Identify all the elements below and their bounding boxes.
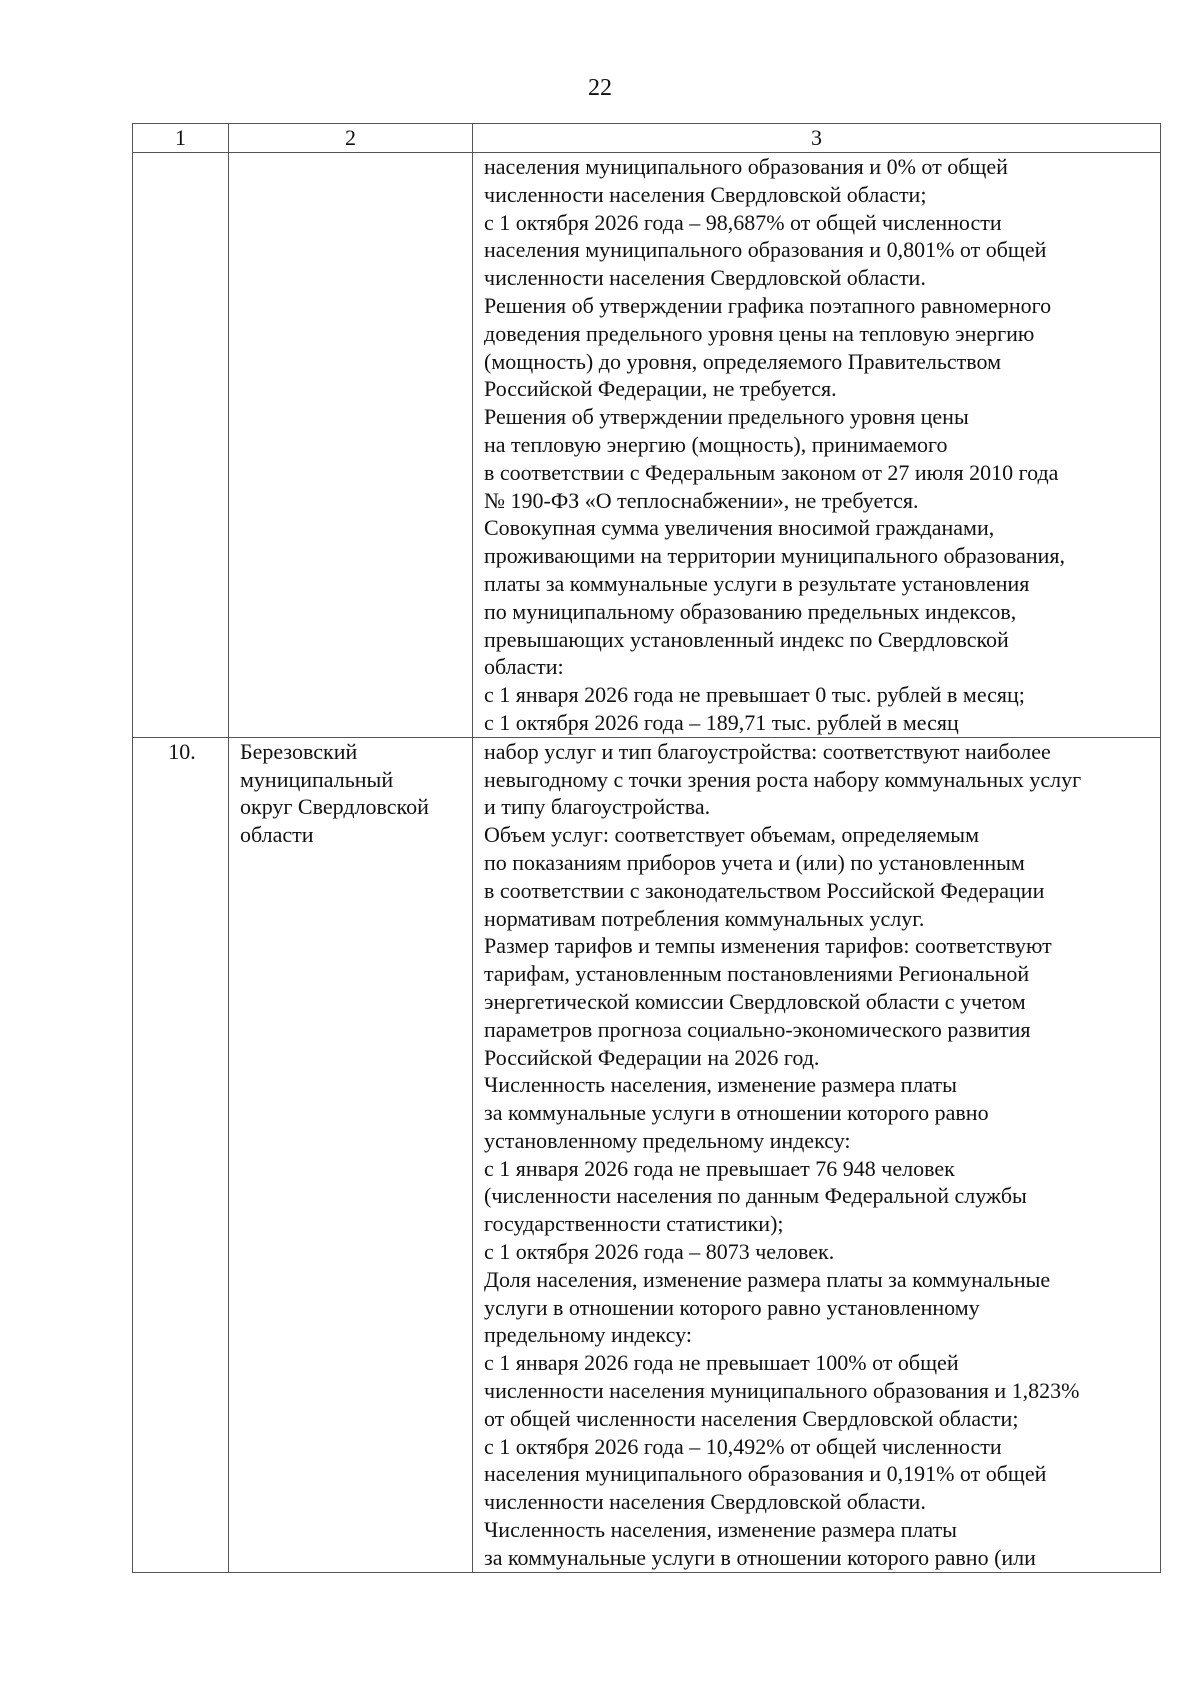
- description-line: от общей численности населения Свердловской области;: [484, 1405, 1019, 1431]
- description-line: по показаниям приборов учета и (или) по установленным: [484, 849, 1025, 875]
- description-line: численности населения муниципального образования и 1,823%: [484, 1378, 1080, 1404]
- municipality-name-cell: [229, 153, 473, 738]
- description-line: населения муниципального образования и 0% от общей: [484, 154, 1008, 179]
- column-header-2: 2: [229, 124, 473, 153]
- description-line: Совокупная сумма увеличения вносимой гражданами,: [484, 515, 995, 541]
- description-line: с 1 октября 2026 года – 8073 человек.: [484, 1239, 835, 1265]
- description-line: в соответствии с законодательством Российской Федерации: [484, 877, 1045, 903]
- description-line: с 1 января 2026 года не превышает 76 948 человек: [484, 1155, 955, 1181]
- description-line: нормативам потребления коммунальных услуг.: [484, 905, 925, 931]
- description-line: проживающими на территории муниципального образования,: [484, 543, 1066, 569]
- description-line: за коммунальные услуги в отношении которого равно (или: [484, 1544, 1036, 1570]
- column-header-3: 3: [473, 124, 1161, 153]
- description-line: Численность населения, изменение размера платы: [484, 1072, 957, 1098]
- description-line: тарифам, установленным постановлениями Региональной: [484, 961, 1030, 987]
- row-number: [133, 153, 229, 738]
- description-line: установленному предельному индексу:: [484, 1127, 851, 1153]
- description-line: № 190-ФЗ «О теплоснабжении», не требуется.: [484, 487, 919, 513]
- description-line: энергетической комиссии Свердловской области с учетом: [484, 988, 1026, 1014]
- table-header-row: [133, 124, 1161, 153]
- description-line: (мощность) до уровня, определяемого Правительством: [484, 348, 1002, 374]
- description-line: численности населения Свердловской области.: [484, 265, 926, 291]
- table-row: [133, 737, 1161, 1572]
- description-line: параметров прогноза социально-экономического развития: [484, 1016, 1031, 1042]
- description-line: превышающих установленный индекс по Свердловской: [484, 626, 1009, 652]
- municipality-name-line: округ Свердловской: [240, 794, 429, 820]
- row-number: 10.: [133, 737, 229, 1572]
- description-line: с 1 января 2026 года не превышает 0 тыс. рублей в месяц;: [484, 682, 1025, 708]
- description-line: платы за коммунальные услуги в результате установления: [484, 570, 1030, 596]
- description-line: на тепловую энергию (мощность), принимаемого: [484, 431, 948, 457]
- description-line: государственности статистики);: [484, 1211, 784, 1237]
- description-line: Доля населения, изменение размера платы за коммунальные: [484, 1266, 1051, 1292]
- description-line: Российской Федерации на 2026 год.: [484, 1044, 820, 1070]
- municipality-name-line: муниципальный: [240, 766, 394, 792]
- column-header-1: 1: [133, 124, 229, 153]
- description-line: с 1 октября 2026 года – 189,71 тыс. рублей в месяц: [484, 709, 959, 735]
- description-cell: [473, 153, 1161, 738]
- description-line: услуги в отношении которого равно установленному: [484, 1294, 980, 1320]
- description-line: с 1 октября 2026 года – 98,687% от общей численности: [484, 209, 1002, 235]
- page-number: 22: [588, 75, 612, 101]
- table-body: [133, 153, 1161, 1573]
- description-line: Российской Федерации, не требуется.: [484, 376, 837, 402]
- municipality-name-line: Березовский: [240, 738, 358, 764]
- description-line: набор услуг и тип благоустройства: соответствуют наиболее: [484, 738, 1051, 764]
- description-line: с 1 октября 2026 года – 10,492% от общей численности: [484, 1433, 1002, 1459]
- description-line: Объем услуг: соответствует объемам, определяемым: [484, 822, 980, 848]
- description-line: населения муниципального образования и 0,801% от общей: [484, 237, 1047, 263]
- description-cell: [473, 737, 1161, 1572]
- data-table: [132, 123, 1161, 1573]
- table-row: [133, 153, 1161, 738]
- description-line: численности населения Свердловской области;: [484, 181, 927, 207]
- municipality-name-line: области: [240, 822, 314, 848]
- description-line: предельному индексу:: [484, 1322, 692, 1348]
- description-line: численности населения Свердловской области.: [484, 1489, 926, 1515]
- municipality-name-cell: [229, 737, 473, 1572]
- description-line: с 1 января 2026 года не превышает 100% от общей: [484, 1350, 959, 1376]
- description-line: населения муниципального образования и 0,191% от общей: [484, 1461, 1047, 1487]
- description-line: за коммунальные услуги в отношении которого равно: [484, 1100, 989, 1126]
- description-line: по муниципальному образованию предельных индексов,: [484, 598, 1017, 624]
- description-line: невыгодному с точки зрения роста набору коммунальных услуг: [484, 766, 1082, 792]
- description-line: (численности населения по данным Федеральной службы: [484, 1183, 1027, 1209]
- description-line: Численность населения, изменение размера платы: [484, 1517, 957, 1543]
- description-line: в соответствии с Федеральным законом от 27 июля 2010 года: [484, 459, 1059, 485]
- description-line: Размер тарифов и темпы изменения тарифов: соответствуют: [484, 933, 1052, 959]
- description-line: области:: [484, 654, 564, 680]
- description-line: и типу благоустройства.: [484, 794, 711, 820]
- description-line: Решения об утверждении графика поэтапного равномерного: [484, 292, 1052, 318]
- description-line: доведения предельного уровня цены на тепловую энергию: [484, 320, 1035, 346]
- description-line: Решения об утверждении предельного уровня цены: [484, 404, 969, 430]
